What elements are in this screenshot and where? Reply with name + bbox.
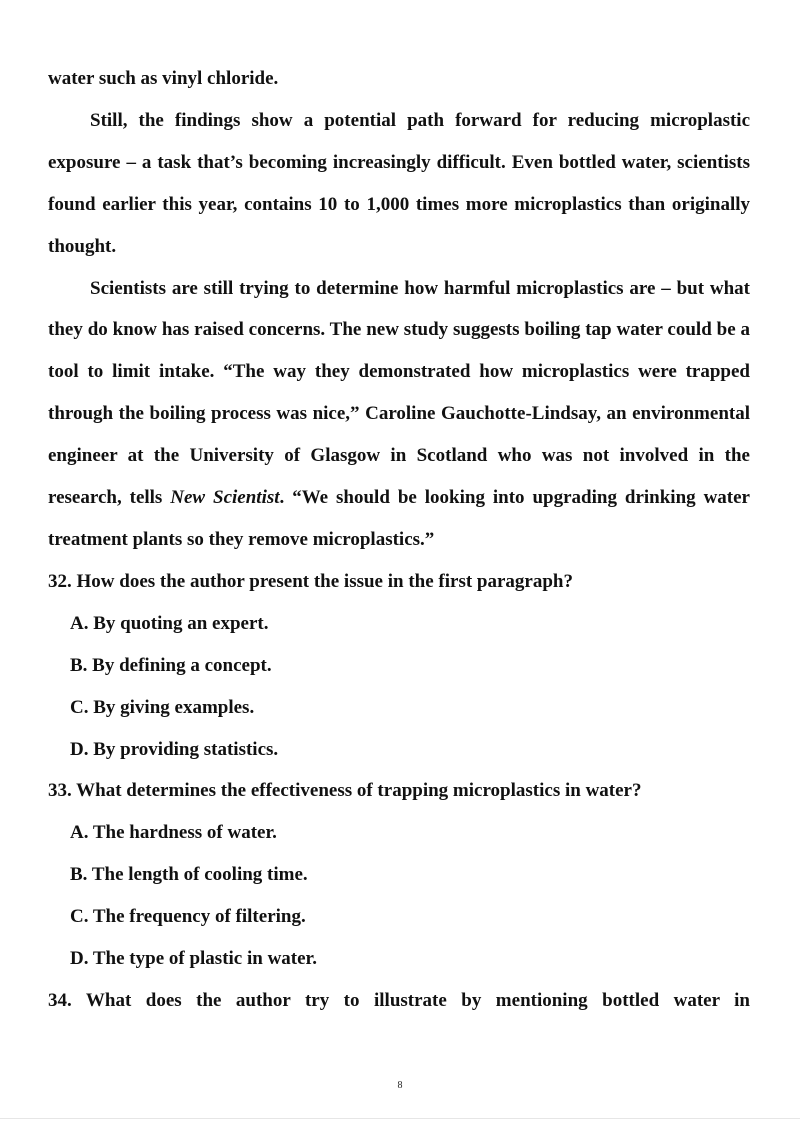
page-number: 8 — [397, 1080, 403, 1091]
page-bottom-edge — [0, 1118, 800, 1119]
option-b: B. By defining a concept. — [70, 654, 272, 676]
paragraph-findings: Still, the findings show a potential path forward for reducing microplastic exposure – a task that’s becoming increasingly difficult. Even bottled water, scientists found earlier this year, contains 10 to 1,000 times more microplastics than originally thought. — [48, 109, 750, 257]
question-33 — [48, 770, 750, 980]
option-b: B. The length of cooling time. — [70, 864, 308, 886]
question-stem: 34. What does the author try to illustrate by mentioning bottled water in — [48, 989, 750, 1011]
publication-name: New Scientist — [170, 487, 280, 509]
option-d: D. The type of plastic in water. — [70, 948, 317, 970]
paragraph-continuation: water such as vinyl chloride. — [48, 68, 279, 89]
paragraph-scientists — [48, 268, 750, 561]
question-stem: 33. What determines the effectiveness of trapping microplastics in water? — [48, 780, 642, 802]
page-content — [48, 58, 750, 1022]
question-32 — [48, 561, 750, 771]
option-d: D. By providing statistics. — [70, 738, 279, 760]
paragraph-scientists-quote: . “We should be looking into upgrading drinking water treatment plants so they remove microplastics.” — [48, 487, 750, 550]
option-a: A. The hardness of water. — [70, 822, 277, 844]
paragraph-scientists-text: Scientists are still trying to determine how harmful microplastics are – but what they do know has raised concerns. The new study suggests boiling tap water could be a tool to limit intake. “The way they demonstrated how microplastics were trapped through the boiling process was nice,” Caroline Gauchotte-Lindsay, an environmental engineer at the University of Glasgow in Scotland who was not involved in the research, tells — [48, 277, 750, 509]
question-stem: 32. How does the author present the issue in the first paragraph? — [48, 570, 573, 592]
option-c: C. The frequency of filtering. — [70, 906, 306, 928]
option-c: C. By giving examples. — [70, 696, 255, 718]
option-a: A. By quoting an expert. — [70, 612, 269, 634]
question-34 — [48, 980, 750, 1022]
